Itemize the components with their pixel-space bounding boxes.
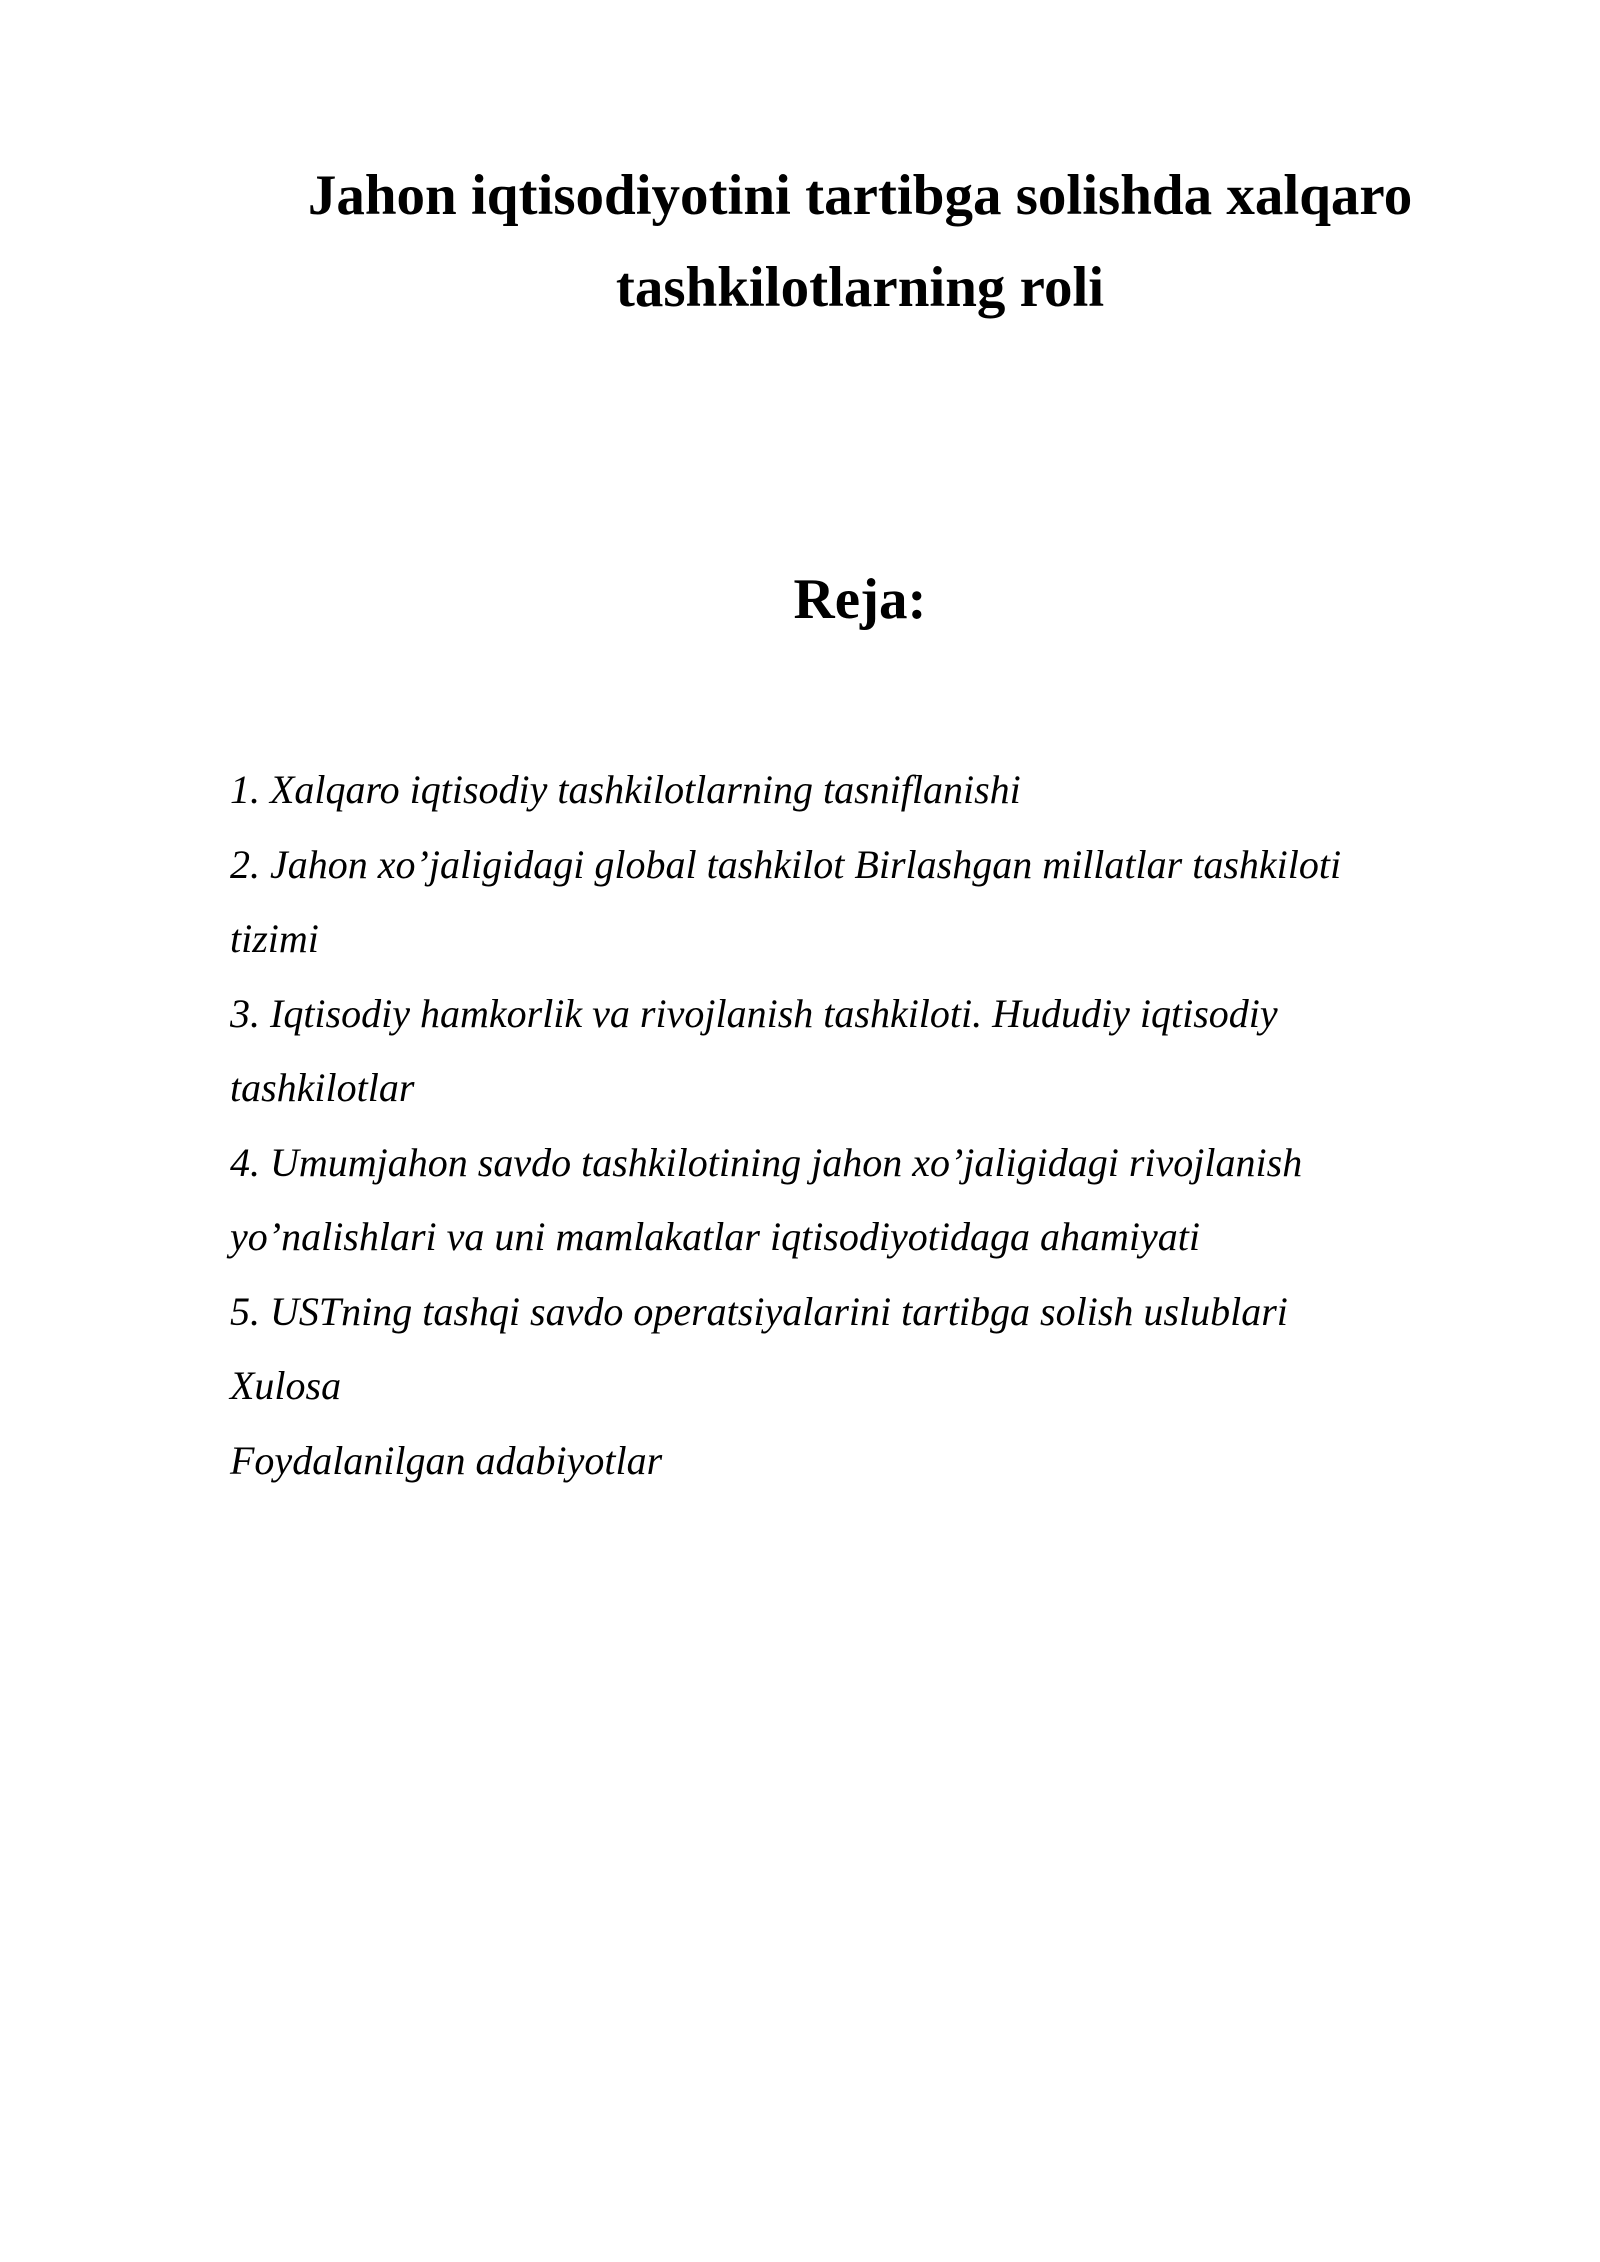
plan-item (230, 1424, 1490, 1499)
plan-item-line: tashkilotlar (230, 1065, 415, 1110)
document-title (230, 150, 1490, 334)
plan-item-line: yo’nalishlari va uni mamlakatlar iqtisodiyotidaga ahamiyati (230, 1214, 1200, 1259)
plan-item-line: 3. Iqtisodiy hamkorlik va rivojlanish tashkiloti. Hududiy iqtisodiy (230, 990, 1278, 1036)
document-title-line: Jahon iqtisodiyotini tartibga solishda xalqaro (307, 164, 1413, 227)
plan-item-line: Foydalanilgan adabiyotlar (230, 1437, 663, 1483)
plan-item-line: 1. Xalqaro iqtisodiy tashkilotlarning tasniflanishi (230, 767, 1021, 812)
plan-heading: Reja: (793, 568, 927, 631)
plan-item-line: Xulosa (230, 1363, 342, 1408)
plan-item (230, 753, 1490, 828)
document-title-line: tashkilotlarning roli (615, 256, 1105, 319)
plan-item (230, 1349, 1490, 1424)
plan-item-line: 4. Umumjahon savdo tashkilotining jahon xo’jaligidagi rivojlanish (230, 1139, 1303, 1185)
plan-item-line: tizimi (230, 916, 319, 961)
plan-item (230, 1126, 1490, 1275)
plan-item-line: 5. USTning tashqi savdo operatsiyalarini tartibga solish uslublari (230, 1288, 1288, 1334)
plan-list (230, 753, 1490, 1498)
plan-item (230, 1275, 1490, 1350)
plan-item-line: 2. Jahon xo’jaligidagi global tashkilot Birlashgan millatlar tashkiloti (230, 841, 1342, 887)
plan-item (230, 828, 1490, 977)
plan-item (230, 977, 1490, 1126)
